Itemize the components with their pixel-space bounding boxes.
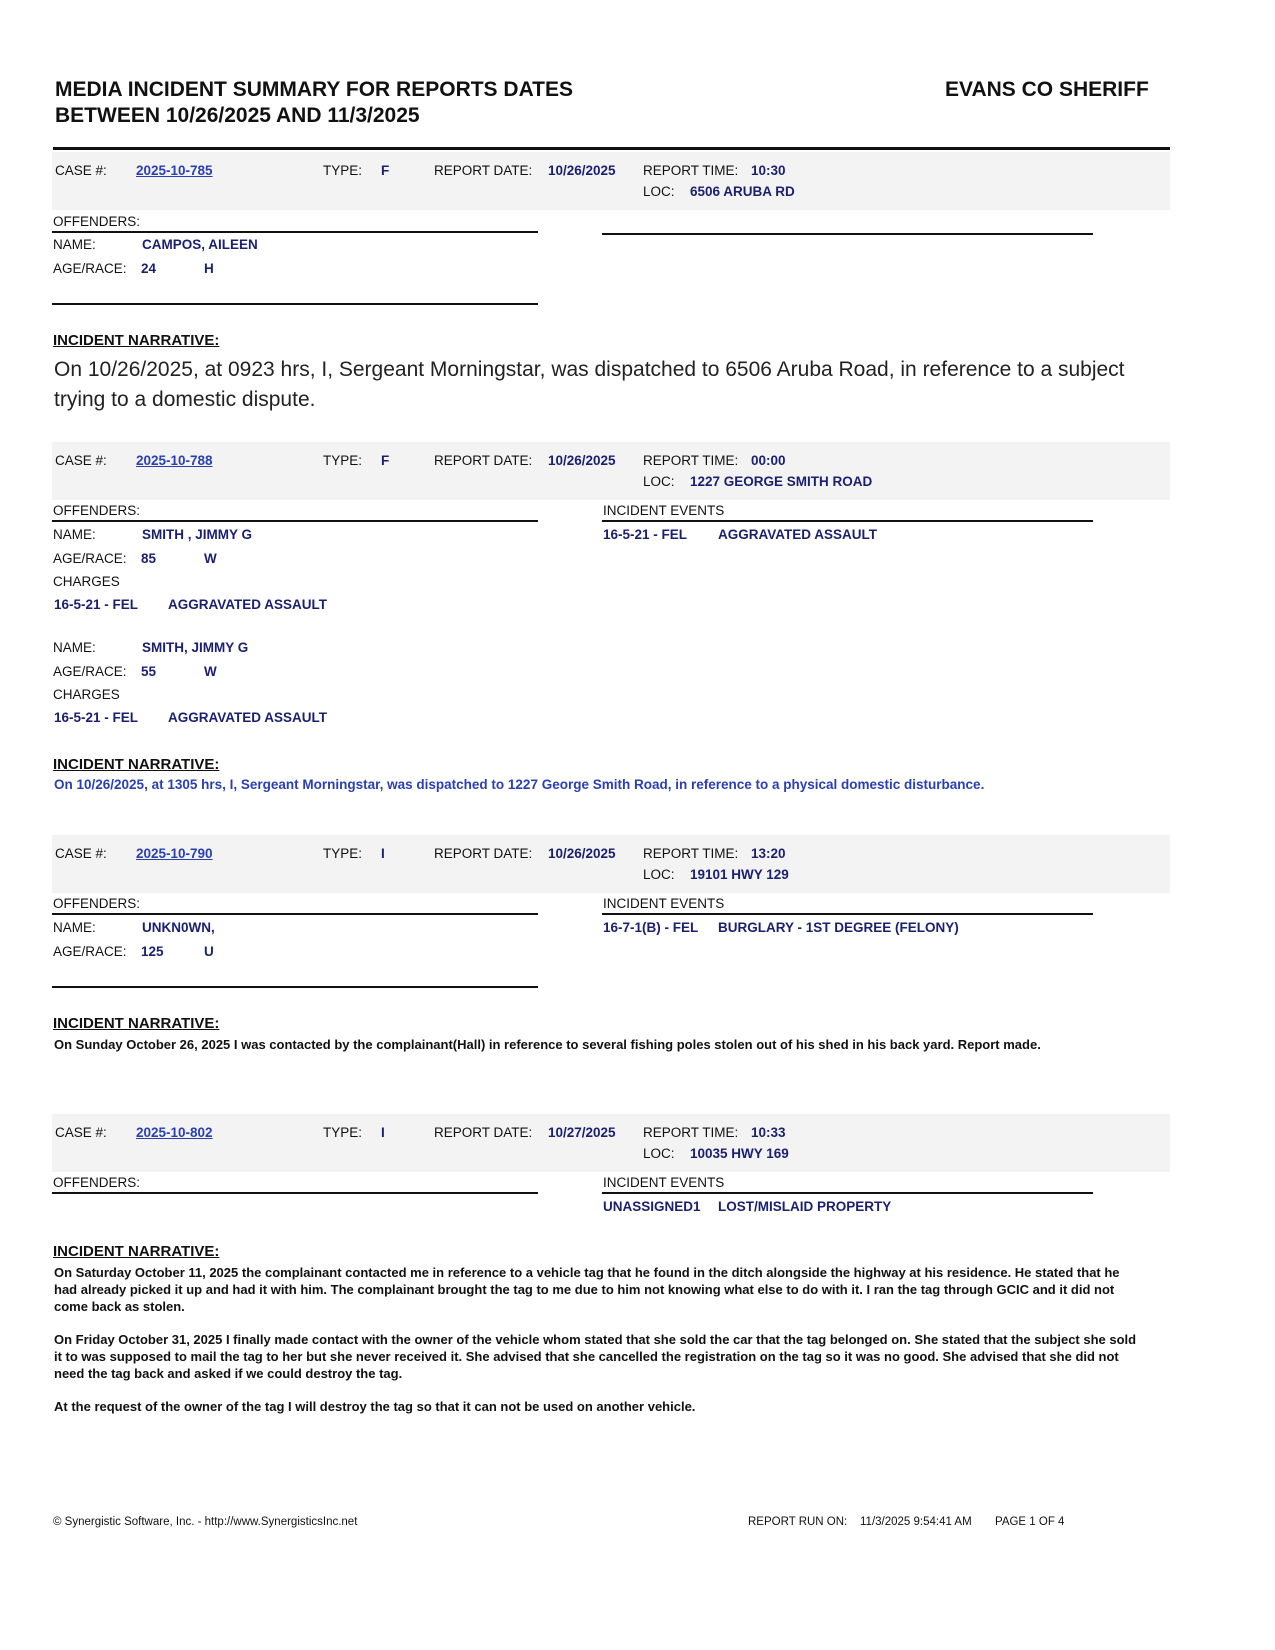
event-description: AGGRAVATED ASSAULT — [718, 527, 877, 542]
narrative-heading: INCIDENT NARRATIVE: — [53, 332, 220, 349]
report-title-line1: MEDIA INCIDENT SUMMARY FOR REPORTS DATES — [55, 78, 574, 101]
events-divider — [602, 1192, 1093, 1194]
charge-description: AGGRAVATED ASSAULT — [168, 597, 327, 612]
footer-page-number: PAGE 1 OF 4 — [995, 1516, 1065, 1528]
case-label: CASE #: — [55, 453, 107, 468]
charge-description: AGGRAVATED ASSAULT — [168, 710, 327, 725]
type-label: TYPE: — [323, 1125, 363, 1140]
case-number-link[interactable]: 2025-10-788 — [136, 453, 213, 468]
narrative-heading: INCIDENT NARRATIVE: — [53, 1015, 220, 1032]
offenders-bottom-divider — [52, 986, 538, 988]
offender-age: 55 — [141, 664, 157, 679]
event-code: UNASSIGNED1 — [603, 1199, 701, 1214]
offenders-label: OFFENDERS: — [53, 214, 141, 229]
loc-label: LOC: — [643, 184, 675, 199]
report-time: 10:30 — [751, 163, 786, 178]
narrative-text — [54, 1264, 1144, 1415]
location: 10035 HWY 169 — [690, 1146, 789, 1161]
age-race-label: AGE/RACE: — [53, 551, 127, 566]
offenders-divider — [52, 231, 538, 233]
offender-name: CAMPOS, AILEEN — [142, 237, 258, 252]
report-date-label: REPORT DATE: — [434, 846, 533, 861]
events-divider — [602, 233, 1093, 235]
case-type: I — [381, 1125, 385, 1140]
offender-race: W — [204, 551, 217, 566]
type-label: TYPE: — [323, 453, 363, 468]
type-label: TYPE: — [323, 846, 363, 861]
case-type: F — [381, 453, 390, 468]
report-date-label: REPORT DATE: — [434, 1125, 533, 1140]
case-number-link[interactable]: 2025-10-802 — [136, 1125, 213, 1140]
offenders-label: OFFENDERS: — [53, 1175, 141, 1190]
charges-label: CHARGES — [53, 574, 120, 589]
offenders-divider — [52, 520, 538, 522]
report-date: 10/26/2025 — [548, 846, 616, 861]
narrative-text: On Sunday October 26, 2025 I was contacted by the complainant(Hall) in reference to several fishing poles stolen out of his shed in his back yard. Report made. — [54, 1037, 1041, 1052]
footer-run-on-value: 11/3/2025 9:54:41 AM — [860, 1516, 972, 1528]
narrative-heading: INCIDENT NARRATIVE: — [53, 756, 220, 773]
age-race-label: AGE/RACE: — [53, 261, 127, 276]
event-description: LOST/MISLAID PROPERTY — [718, 1199, 892, 1214]
case-header-band — [52, 442, 1170, 500]
narrative-paragraph: On Saturday October 11, 2025 the complainant contacted me in reference to a vehicle tag that he found in the ditch alongside the highway at his residence. He stated that he had already picked it up and had it with him. The complainant brought the tag to me due to him not knowing what else to do with it. I ran the tag through GCIC and it did not come back as stolen. — [54, 1265, 1120, 1314]
offender-age: 24 — [141, 261, 157, 276]
narrative-text: On 10/26/2025, at 1305 hrs, I, Sergeant Morningstar, was dispatched to 1227 George Smith Road, in reference to a physical domestic disturbance. — [54, 777, 985, 792]
report-date-label: REPORT DATE: — [434, 163, 533, 178]
agency-name: EVANS CO SHERIFF — [945, 78, 1149, 101]
report-time-label: REPORT TIME: — [643, 1125, 739, 1140]
charges-label: CHARGES — [53, 687, 120, 702]
offender-name: SMITH , JIMMY G — [142, 527, 253, 542]
event-description: BURGLARY - 1ST DEGREE (FELONY) — [718, 920, 959, 935]
case-label: CASE #: — [55, 1125, 107, 1140]
incident-events-label: INCIDENT EVENTS — [603, 1175, 725, 1190]
events-divider — [602, 913, 1093, 915]
location: 19101 HWY 129 — [690, 867, 789, 882]
case-header-band — [52, 835, 1170, 893]
loc-label: LOC: — [643, 1146, 675, 1161]
header-divider — [53, 147, 1170, 150]
report-title — [55, 77, 573, 129]
name-label: NAME: — [53, 920, 96, 935]
charge-code: 16-5-21 - FEL — [54, 710, 139, 725]
report-date-label: REPORT DATE: — [434, 453, 533, 468]
report-date: 10/26/2025 — [548, 163, 616, 178]
case-number-link[interactable]: 2025-10-790 — [136, 846, 213, 861]
case-type: I — [381, 846, 385, 861]
report-time-label: REPORT TIME: — [643, 163, 739, 178]
case-header-band — [52, 1114, 1170, 1172]
name-label: NAME: — [53, 237, 96, 252]
case-label: CASE #: — [55, 846, 107, 861]
offender-age: 125 — [141, 944, 164, 959]
loc-label: LOC: — [643, 474, 675, 489]
report-time: 10:33 — [751, 1125, 786, 1140]
name-label: NAME: — [53, 527, 96, 542]
events-divider — [602, 520, 1093, 522]
age-race-label: AGE/RACE: — [53, 664, 127, 679]
report-time: 00:00 — [751, 453, 786, 468]
report-time: 13:20 — [751, 846, 786, 861]
report-time-label: REPORT TIME: — [643, 453, 739, 468]
offenders-divider — [52, 913, 538, 915]
age-race-label: AGE/RACE: — [53, 944, 127, 959]
charge-code: 16-5-21 - FEL — [54, 597, 139, 612]
narrative-paragraph: On Friday October 31, 2025 I finally made contact with the owner of the vehicle whom stated that she sold the car that the tag belonged on. She stated that the subject she sold it to was supposed to mail the tag to her but she never received it. She advised that she cancelled the registration on the tag so it was no good. She advised that she did not need the tag back and asked if we could destroy the tag. — [54, 1332, 1137, 1381]
name-label: NAME: — [53, 640, 96, 655]
type-label: TYPE: — [323, 163, 363, 178]
footer-copyright: © Synergistic Software, Inc. - http://www.SynergisticsInc.net — [53, 1516, 358, 1528]
report-date: 10/26/2025 — [548, 453, 616, 468]
offender-race: W — [204, 664, 217, 679]
case-number-link[interactable]: 2025-10-785 — [136, 163, 213, 178]
offenders-label: OFFENDERS: — [53, 896, 141, 911]
loc-label: LOC: — [643, 867, 675, 882]
offenders-bottom-divider — [52, 303, 538, 305]
report-title-line2: BETWEEN 10/26/2025 AND 11/3/2025 — [55, 104, 420, 127]
location: 1227 GEORGE SMITH ROAD — [690, 474, 873, 489]
offenders-divider — [52, 1192, 538, 1194]
narrative-heading: INCIDENT NARRATIVE: — [53, 1243, 220, 1260]
narrative-text: On 10/26/2025, at 0923 hrs, I, Sergeant Morningstar, was dispatched to 6506 Aruba Road, in reference to a subject trying to a domestic dispute. — [54, 358, 1125, 411]
narrative-paragraph: At the request of the owner of the tag I will destroy the tag so that it can not be used on another vehicle. — [54, 1399, 696, 1414]
case-label: CASE #: — [55, 163, 107, 178]
offender-name: SMITH, JIMMY G — [142, 640, 249, 655]
footer-run-on-label: REPORT RUN ON: — [748, 1516, 848, 1528]
offender-age: 85 — [141, 551, 157, 566]
location: 6506 ARUBA RD — [690, 184, 795, 199]
offender-race: U — [204, 944, 214, 959]
case-type: F — [381, 163, 390, 178]
incident-events-label: INCIDENT EVENTS — [603, 896, 725, 911]
event-code: 16-7-1(B) - FEL — [603, 920, 699, 935]
event-code: 16-5-21 - FEL — [603, 527, 688, 542]
offender-name: UNKN0WN, — [142, 920, 215, 935]
report-time-label: REPORT TIME: — [643, 846, 739, 861]
case-header-band — [52, 152, 1170, 210]
incident-events-label: INCIDENT EVENTS — [603, 503, 725, 518]
offender-race: H — [204, 261, 214, 276]
offenders-label: OFFENDERS: — [53, 503, 141, 518]
report-date: 10/27/2025 — [548, 1125, 616, 1140]
